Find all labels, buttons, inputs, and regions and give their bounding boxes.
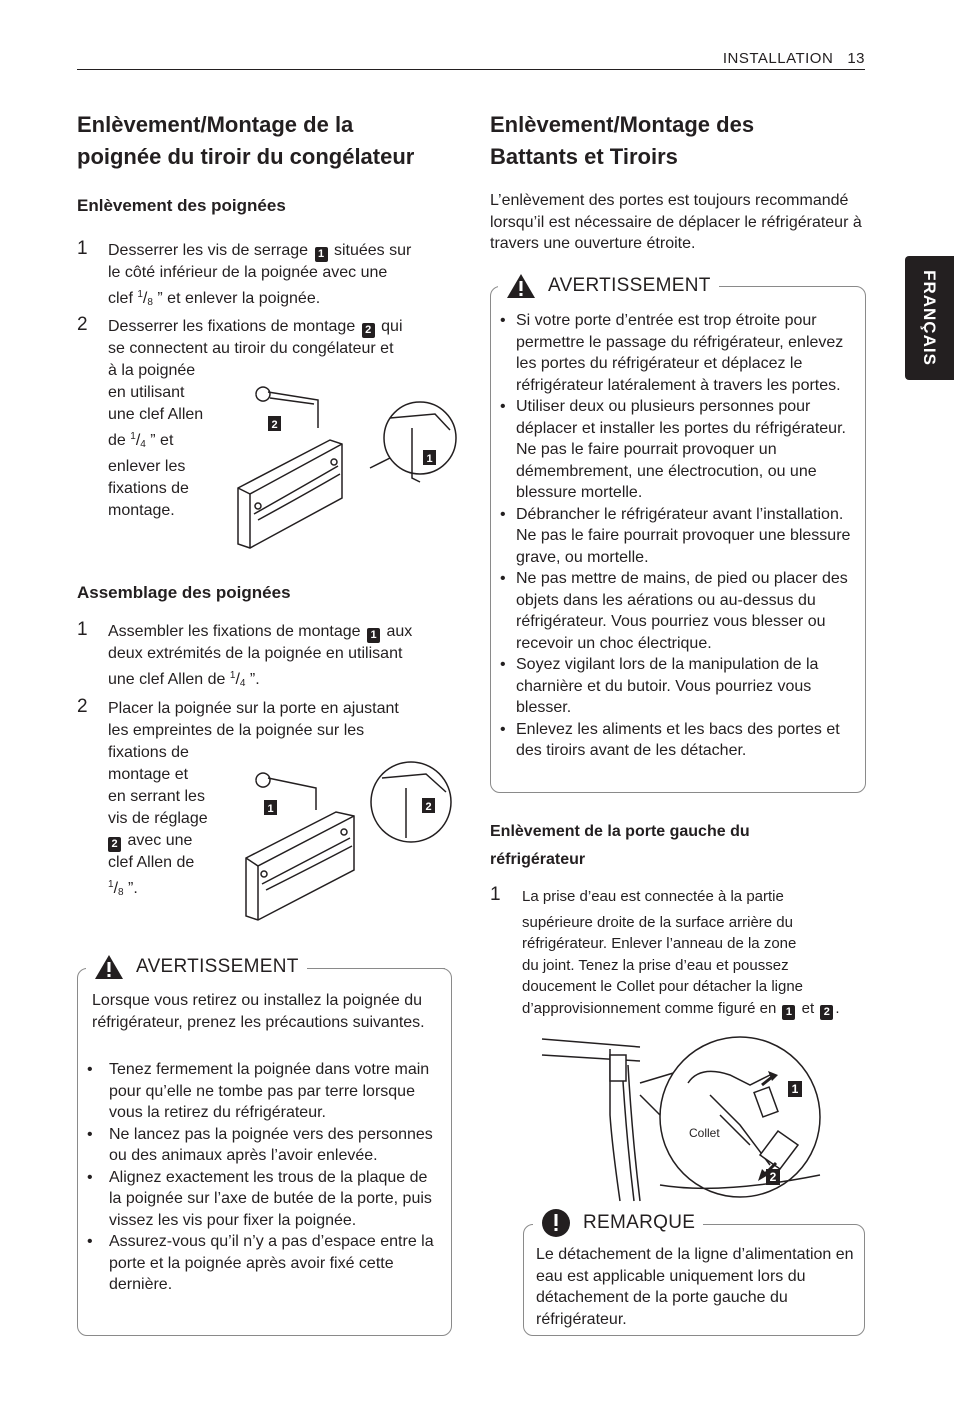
left-warning-title: AVERTISSEMENT xyxy=(86,953,307,981)
badge-1-icon: 1 xyxy=(782,1005,795,1020)
exclamation-circle-icon xyxy=(541,1208,571,1238)
badge-2-icon: 2 xyxy=(820,1005,833,1020)
handle-removal-illustration xyxy=(230,378,455,564)
right-warning-list xyxy=(500,310,852,762)
header-rule xyxy=(77,69,865,70)
water-line-illustration xyxy=(540,1035,840,1203)
list-item: • Si votre porte d’entrée est trop étroite pour permettre le passage du réfrigérateur, enlevez les portes du réfrigérateur et déplacez le réfrigérateur latéralement à travers les portes. xyxy=(500,310,852,396)
list-item: • Enlevez les aliments et les bacs des portes et des tiroirs avant de les détacher. xyxy=(500,719,852,762)
note-title: REMARQUE xyxy=(533,1208,703,1238)
list-item: • Utiliser deux ou plusieurs personnes pour déplacer et installer les portes du réfrigérateur. Ne pas le faire pourrait provoquer un démembrement, une électrocution, ou une blessure mortelle. xyxy=(500,396,852,504)
svg-text:2: 2 xyxy=(425,801,432,813)
removal-heading: Enlèvement des poignées xyxy=(77,196,286,215)
svg-text:1: 1 xyxy=(267,803,274,815)
list-item: • Tenez fermement la poignée dans votre main pour qu’elle ne tombe pas par terre lorsque vous la retirez du réfrigérateur. xyxy=(78,1059,444,1124)
badge-2-icon: 2 xyxy=(108,837,121,852)
right-warning-title: AVERTISSEMENT xyxy=(498,272,719,300)
handle-assembly-illustration xyxy=(236,758,461,928)
collet-label: Collet xyxy=(689,1126,720,1140)
page-number: 13 xyxy=(847,50,865,67)
svg-text:2: 2 xyxy=(271,419,278,431)
list-item: • Soyez vigilant lors de la manipulation de la charnière et du butoir. Vous pourriez vous blesser. xyxy=(500,654,852,719)
note-text: Le détachement de la ligne d’alimentation en eau est applicable uniquement lors du détachement de la porte gauche du réfrigérateur. xyxy=(536,1246,854,1328)
language-tab xyxy=(905,256,954,380)
badge-1-icon: 1 xyxy=(367,628,380,643)
assembly-heading: Assemblage des poignées xyxy=(77,583,291,602)
right-section-title: Enlèvement/Montage des Battants et Tiroirs xyxy=(490,112,755,169)
warning-triangle-icon xyxy=(506,273,536,299)
left-warning-list xyxy=(78,1059,444,1296)
left-warning-intro: Lorsque vous retirez ou installez la poignée du réfrigérateur, prenez les précautions suivantes. xyxy=(92,992,425,1031)
language-tab-label: FRANÇAIS xyxy=(920,270,939,366)
section-label: INSTALLATION xyxy=(722,50,834,67)
svg-text:1: 1 xyxy=(426,453,433,465)
running-head xyxy=(600,50,865,67)
list-item: • Débrancher le réfrigérateur avant l’installation. Ne pas le faire pourrait provoquer une blessure grave, ou mortelle. xyxy=(500,504,852,569)
svg-text:2: 2 xyxy=(769,1170,777,1184)
door-removal-heading: Enlèvement de la porte gauche du réfrigérateur xyxy=(490,823,750,868)
list-item: • Assurez-vous qu’il n’y a pas d’espace entre la porte et la poignée après avoir fixé cette dernière. xyxy=(78,1231,444,1296)
badge-1-icon: 1 xyxy=(315,247,328,262)
list-item: • Ne lancez pas la poignée vers des personnes ou des animaux après l’avoir enlevée. xyxy=(78,1124,444,1167)
warning-triangle-icon xyxy=(94,954,124,980)
list-item: • Alignez exactement les trous de la plaque de la poignée sur l’axe de butée de la porte, puis vissez les vis pour fixer la poignée. xyxy=(78,1167,444,1232)
left-section-title: Enlèvement/Montage de la poignée du tiroir du congélateur xyxy=(77,112,415,169)
svg-text:1: 1 xyxy=(791,1082,799,1096)
right-intro: L’enlèvement des portes est toujours recommandé lorsqu’il est nécessaire de déplacer le réfrigérateur à travers une ouverture étroite. xyxy=(490,192,862,252)
badge-2-icon: 2 xyxy=(362,323,375,338)
list-item: • Ne pas mettre de mains, de pied ou placer des objets dans les aérations ou au-dessus du réfrigérateur. Vous pourriez vous blesser ou recevoir un choc électrique. xyxy=(500,568,852,654)
